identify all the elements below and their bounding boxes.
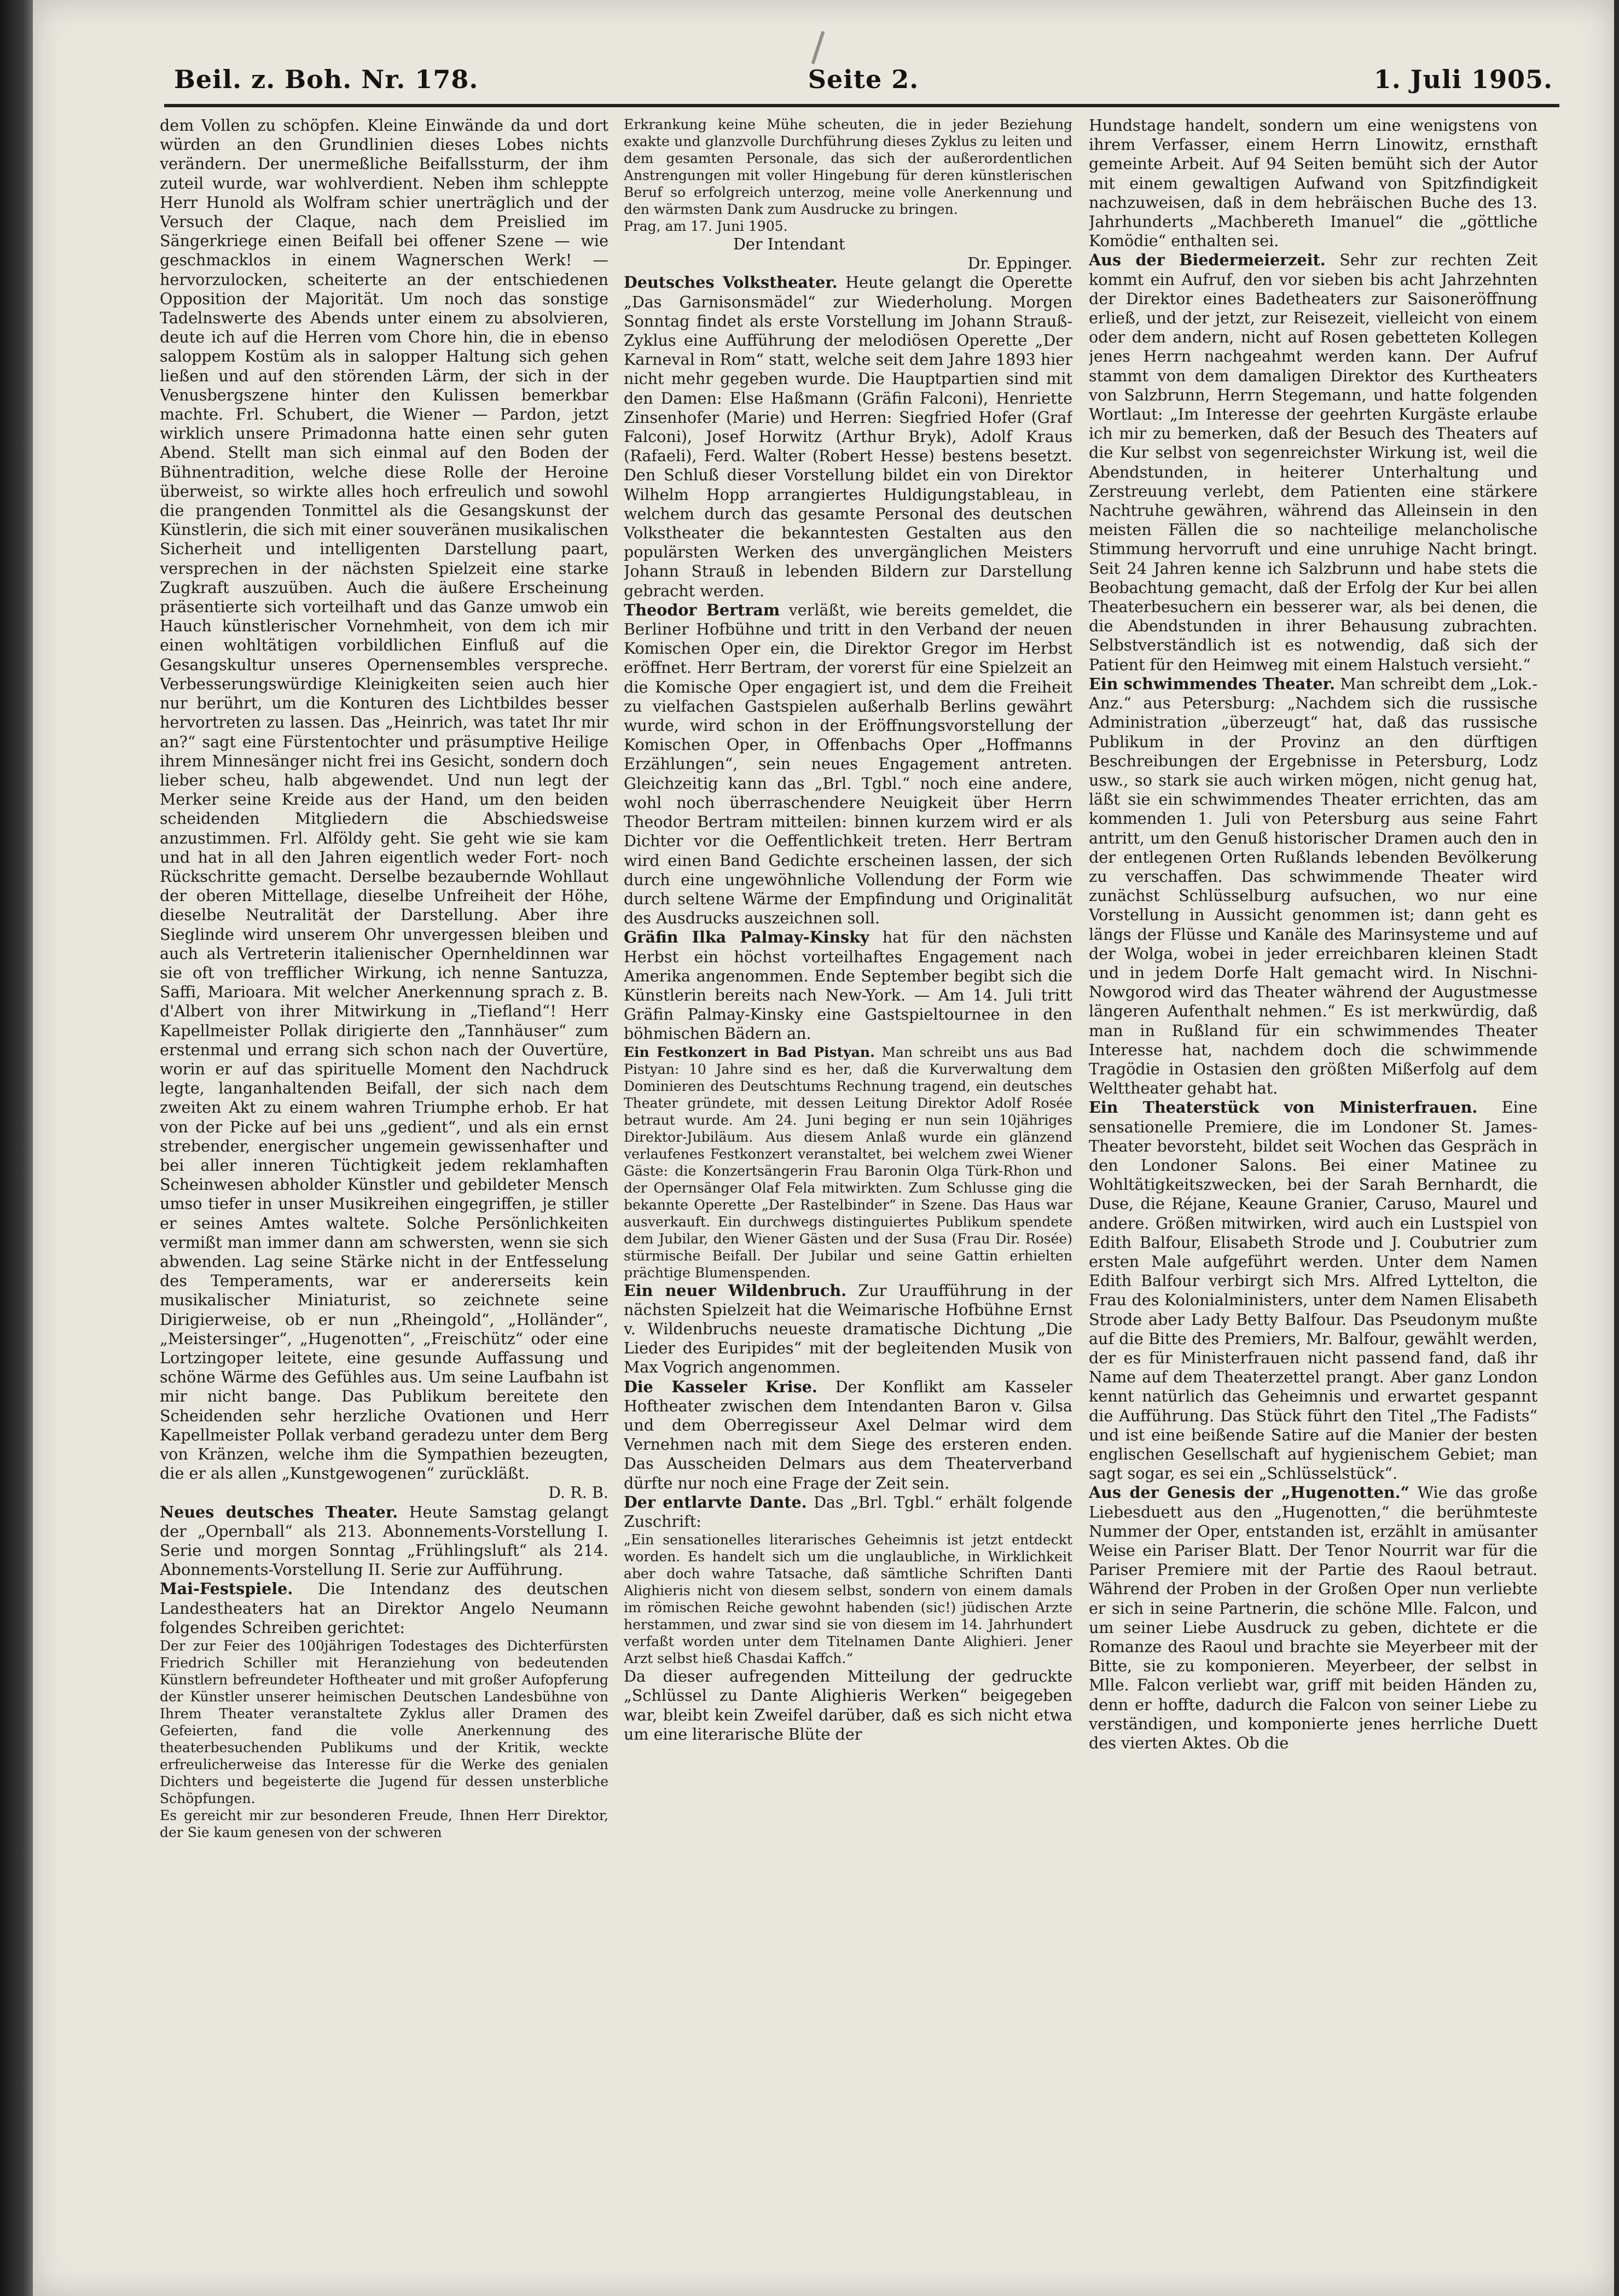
letter-text: Der zur Feier des 100jährigen Todestages des Dichterfürsten Friedrich Schiller mit Heranziehung von bedeutenden Künstlern befreundeter Hoftheater und mit großer Aufopferung der Künstler unserer heimischen Deutschen Landesbühne von Ihrem Theater veranstaltete Zyklus aller Dramen des Gefeierten, fand die volle Anerkennung des theaterbesuchenden Publikums und der Kritik, weckte erfreulicherweise das Interesse für die Werke des genialen Dichters und begeisterte die Jugend für dessen unsterbliche Schöpfungen.: [160, 1638, 608, 1807]
column-2: [624, 116, 1072, 2184]
dante-quote: „Ein sensationelles literarisches Geheimnis ist jetzt entdeckt worden. Es handelt sich um die unglaubliche, in Wirklichkeit aber doch wahre Tatsache, daß sämtliche Schriften Danti Alighieris nicht von diesem selbst, sondern von einem damals im römischen Reiche gewohnt habenden (sic!) jüdischen Arzte herstammen, und zwar sind sie von diesem im 14. Jahrhundert verfaßt worden unter dem Titelnamen Dante Alighieri. Jener Arzt selbst hieß Chasdai Kaffch.“: [624, 1532, 1072, 1667]
headline: Der entlarvte Dante.: [624, 1492, 807, 1512]
column-3: [1089, 116, 1537, 2184]
headline: Ein Festkonzert in Bad Pistyan.: [624, 1044, 875, 1060]
letter-text-cont: Es gereicht mir zur besonderen Freude, Ihnen Herr Direktor, der Sie kaum genesen von der schweren: [160, 1807, 608, 1841]
header-rule: [164, 104, 1559, 107]
page-header: [174, 65, 1553, 108]
letter-signature-role: Der Intendant: [733, 235, 845, 253]
headline: Mai-Festspiele.: [160, 1579, 293, 1599]
article-wildenbruch: [624, 1281, 1072, 1377]
book-binding-edge: [0, 0, 33, 2296]
letter-dateline: Prag, am 17. Juni 1905.: [624, 218, 788, 234]
article-body: Eine sensationelle Premiere, die im Londoner St. James-Theater bevorsteht, bildet seit Wochen das Gespräch in den Londoner Salons. Bei einer Matinee zu Wohltätigkeitszwecken, bei der Sarah Bernhardt, die Duse, die Réjane, Keaune Granier, Caruso, Maurel und andere. Größen mitwirken, wird auch ein Lustspiel von Edith Balfour, Elisabeth Strode und J. Coubutrier zum ersten Male aufgeführt werden. Unter dem Namen Edith Balfour verbirgt sich Mrs. Alfred Lyttelton, die Frau des Kolonialministers, unter dem Namen Elisabeth Strode aber Lady Betty Balfour. Das Pseudonym mußte auf die Bitte des Premiers, Mr. Balfour, gewählt werden, der es für Ministerfrauen nicht passend fand, daß ihr Name auf dem Theaterzettel prangt. Aber ganz London kennt natürlich das Geheimnis und erwartet gespannt die Aufführung. Das Stück führt den Titel „The Fadists“ und ist eine beißende Satire auf die Manier der besten englischen Gesellschaft auf hygienischem Gebiet; man sagt sogar, es sei ein „Schlüsselstück“.: [1089, 1098, 1537, 1483]
article-body: Zur Uraufführung in der nächsten Spielzeit hat die Weimarische Hofbühne Ernst v. Wildenbruchs neueste dramatische Dichtung „Die Lieder des Euripides“ mit der begleitenden Musik von Max Vogrich angenommen.: [624, 1281, 1072, 1377]
article-body: Die Intendanz des deutschen Landestheaters hat an Direktor Angelo Neumann folgendes Schreiben gerichtet:: [160, 1579, 608, 1637]
article-body: Heute Samstag gelangt der „Opernball“ als 213. Abonnements-Vorstellung I. Serie und morgen Sonntag „Frühlingsluft“ als 214. Abonnements-Vorstellung II. Serie zur Aufführung.: [160, 1502, 608, 1579]
article-volkstheater: [624, 273, 1072, 600]
headline: Aus der Biedermeierzeit.: [1089, 251, 1326, 270]
headline: Theodor Bertram: [624, 600, 780, 619]
headline: Die Kasseler Krise.: [624, 1377, 817, 1396]
headline: Ein schwimmendes Theater.: [1089, 674, 1335, 693]
header-issue: Beil. z. Boh. Nr. 178.: [174, 65, 479, 94]
review-signature: D. R. B.: [548, 1483, 608, 1502]
headline: Aus der Genesis der „Hugenotten.“: [1089, 1483, 1410, 1502]
pencil-mark: [811, 31, 825, 65]
headline: Ein neuer Wildenbruch.: [624, 1281, 847, 1300]
article-body: Man schreibt dem „Lok.-Anz.“ aus Petersburg: „Nachdem sich die russische Administration „überzeugt“ hat, daß das russische Publikum in der Provinz an den dürftigen Beschreibungen der Ergebnisse in Petersburg, Lodz usw., so stark sie auch wirken mögen, nicht genug hat, läßt sie ein schwimmendes Theater errichten, das am kommenden 1. Juli von Petersburg aus seine Fahrt antritt, um den Genuß historischer Dramen auch den in der entlegenen Orten Rußlands lebenden Bevölkerung zu verschaffen. Das schwimmende Theater wird zunächst Schlüsselburg aufsuchen, wo nur eine Vorstellung in Aussicht genommen ist; dann geht es längs der Flüsse und Kanäle des Marinsysteme und auf der Wolga, wobei in jeder erreichbaren kleinen Stadt und in jedem Dorfe Halt gemacht wird. In Nischni-Nowgorod wird das Theater während der Augustmesse längeren Aufenthalt nehmen.“ Es ist merkwürdig, daß man in Rußland für ein schwimmendes Theater Interesse hat, nachdem doch die schwimmende Tragödie in Ostasien den größten Mißerfolg auf dem Welttheater gehabt hat.: [1089, 674, 1537, 1098]
headline: Neues deutsches Theater.: [160, 1502, 398, 1521]
article-body: Das „Brl. Tgbl.“ erhält folgende Zuschrift:: [624, 1492, 1072, 1531]
header-date: 1. Juli 1905.: [1373, 65, 1553, 94]
article-body: verläßt, wie bereits gemeldet, die Berliner Hofbühne und tritt in den Verband der neuen Komischen Oper ein, die Direktor Gregor im Herbst eröffnet. Herr Bertram, der vorerst für eine Spielzeit an die Komische Oper engagiert ist, und dem die Freiheit zu vielfachen Gastspielen außerhalb Berlins gewährt wurde, wird schon in der Eröffnungsvorstellung der Komischen Oper, in Offenbachs Oper „Hoffmanns Erzählungen“, sein neues Engagement antreten. Gleichzeitig kann das „Brl. Tgbl.“ noch eine andere, wohl noch überraschendere Neuigkeit über Herrn Theodor Bertram mitteilen: binnen kurzem wird er als Dichter vor die Oeffentlichkeit treten. Herr Bertram wird einen Band Gedichte erscheinen lassen, der sich durch eine ungewöhnliche Vollendung der Form wie durch seltene Wärme der Empfindung und Originalität des Ausdrucks auszeichnen soll.: [624, 600, 1072, 928]
article-body: Der Konflikt am Kasseler Hoftheater zwischen dem Intendanten Baron v. Gilsa und dem Oberregisseur Axel Delmar wird dem Vernehmen nach mit dem Siege des ersteren enden. Das Ausscheiden Delmars aus dem Theaterverband dürfte nur noch eine Frage der Zeit sein.: [624, 1377, 1072, 1492]
headline: Deutsches Volkstheater.: [624, 273, 838, 292]
column-1: [160, 116, 608, 2184]
dante-text: Da dieser aufregenden Mitteilung der gedruckte „Schlüssel zu Dante Alighieris Werken“ beigegeben war, bleibt kein Zweifel darüber, daß es sich nicht etwa um eine literarische Blüte der: [624, 1667, 1072, 1743]
article-ministerfrauen: [1089, 1098, 1537, 1483]
header-page-number: Seite 2.: [808, 65, 919, 94]
headline: Ein Theaterstück von Ministerfrauen.: [1089, 1098, 1478, 1117]
article-kassel: [624, 1377, 1072, 1493]
article-biedermeier: [1089, 251, 1537, 674]
article-dante: [624, 1493, 1072, 1531]
article-neues-theater: [160, 1503, 608, 1580]
article-palmay: [624, 928, 1072, 1043]
letter-text-end: Erkrankung keine Mühe scheuten, die in jeder Beziehung exakte und glanzvolle Durchführung dieses Zyklus zu leiten und dem gesamten Personale, das sich der außerordentlichen Anstrengungen mit voller Hingebung für deren künstlerischen Beruf so erfolgreich unterzog, meine volle Anerkennung und den wärmsten Dank zum Ausdrucke zu bringen.: [624, 117, 1072, 217]
letter-signature-name: Dr. Eppinger.: [967, 254, 1072, 273]
article-pistyan: [624, 1044, 1072, 1281]
article-body: Wie das große Liebesduett aus den „Hugenotten,“ die berühmteste Nummer der Oper, entstanden ist, erzählt in amüsanter Weise ein Pariser Blatt. Der Tenor Nourrit war für die Pariser Premiere mit der Partie des Raoul betraut. Während der Proben in der Großen Oper nun verliebte er sich in seine Partnerin, die schöne Mlle. Falcon, und um seiner Liebe Ausdruck zu geben, dichtete er die Romanze des Raoul und brachte sie Meyerbeer mit der Bitte, sie zu komponieren. Meyerbeer, der selbst in Mlle. Falcon verliebt war, griff mit beiden Händen zu, denn er hoffte, dadurch die Falcon von seiner Liebe zu verständigen, und komponierte jenes herrliche Duett des vierten Aktes. Ob die: [1089, 1483, 1537, 1753]
article-body: Sehr zur rechten Zeit kommt ein Aufruf, den vor sieben bis acht Jahrzehnten der Direktor eines Badetheaters zur Saisoneröffnung erließ, und der jetzt, zur Reisezeit, vielleicht von einem oder dem andern, nicht auf Rosen gebetteten Kollegen jenes Herrn nachgeahmt werden kann. Der Aufruf stammt von dem damaligen Direktor des Kurtheaters von Salzbrunn, Herrn Stegemann, und hatte folgenden Wortlaut: „Im Interesse der geehrten Kurgäste erlaube ich mir zu bemerken, daß der Besuch des Theaters auf die Kur selbst von segenreichster Wirkung ist, weil die Abendstunden, in heiterer Unterhaltung und Zerstreuung verlebt, dem Patienten eine stärkere Nachtruhe gewähren, während das Alleinsein in den meisten Fällen die so nachteilige melancholische Stimmung hervorruft und eine unruhige Nacht bringt. Seit 24 Jahren kenne ich Salzbrunn und habe stets die Beobachtung gemacht, daß der Erfolg der Kur bei allen Theaterbesuchern ein besserer war, als bei denen, die die Abendstunden in ihrer Behausung zubrachten. Selbstverständlich ist es notwendig, daß sich der Patient für den Heimweg mit einem Halstuch versieht.“: [1089, 251, 1537, 674]
article-mai-festspiele: [160, 1579, 608, 1637]
article-body: Heute gelangt die Operette „Das Garnisonsmädel“ zur Wiederholung. Morgen Sonntag findet als erste Vorstellung im Johann Strauß-Zyklus eine Aufführung der melodiösen Operette „Der Karneval in Rom“ statt, welche seit dem Jahre 1893 hier nicht mehr gegeben wurde. Die Hauptpartien sind mit den Damen: Else Haßmann (Gräfin Falconi), Henriette Zinsenhofer (Marie) und Herren: Siegfried Hofer (Graf Falconi), Josef Horwitz (Arthur Bryk), Adolf Kraus (Rafaeli), Ferd. Walter (Robert Hesse) bestens besetzt. Den Schluß dieser Vorstellung bildet ein von Direktor Wilhelm Hopp arrangiertes Huldigungstableau, in welchem durch das gesamte Personal des deutschen Volkstheater die bekanntesten Gestalten aus den populärsten Werken des unvergänglichen Meisters Johann Strauß in lebenden Bildern zur Darstellung gebracht werden.: [624, 273, 1072, 600]
dante-text-end: Hundstage handelt, sondern um eine wenigstens von ihrem Verfasser, einem Herrn Linowitz, ernsthaft gemeinte Arbeit. Auf 94 Seiten bemüht sich der Autor mit einem gewaltigen Aufwand von Spitzfindigkeit nachzuweisen, daß in dem hebräischen Buche des 13. Jahrhunderts „Machbereth Imanuel“ die „göttliche Komödie“ enthalten sei.: [1089, 116, 1537, 251]
article-body: Man schreibt uns aus Bad Pistyan: 10 Jahre sind es her, daß die Kurverwaltung dem Dominieren des Deutschtums Rechnung tragend, ein deutsches Theater gründete, mit dessen Leitung Direktor Adolf Rosée betraut wurde. Am 24. Juni beging er nun sein 10jähriges Direktor-Jubiläum. Aus diesem Anlaß wurde ein glänzend verlaufenes Festkonzert veranstaltet, bei welchem zwei Wiener Gäste: die Konzertsängerin Frau Baronin Olga Türk-Rhon und der Opernsänger Olaf Fela mitwirkten. Zum Schlusse ging die bekannte Operette „Der Rastelbinder“ in Szene. Das Haus war ausverkauft. Ein durchwegs distinguiertes Publikum spendete dem Jubilar, den Wiener Gästen und der Susa (Frau Dir. Rosée) stürmische Beifall. Der Jubilar und seine Gattin erhielten prächtige Blumenspenden.: [624, 1044, 1072, 1281]
article-bertram: [624, 601, 1072, 928]
article-hugenotten: [1089, 1483, 1537, 1753]
headline: Gräfin Ilka Palmay-Kinsky: [624, 928, 869, 947]
article-review-text: dem Vollen zu schöpfen. Kleine Einwände da und dort würden an den Grundlinien dieses Lobes nichts verändern. Der unermeßliche Beifallssturm, der ihm zuteil wurde, war wohlverdient. Neben ihm schleppte Herr Hunold als Wolfram schier unerträglich und der Versuch der Claque, nach dem Preislied im Sängerkriege einen Beifall bei offener Szene — wie geschmacklos in einem Wagnerschen Werk! — hervorzulocken, scheiterte an der entschiedenen Opposition der Majorität. Um noch das sonstige Tadelnswerte des Abends unter einem zu absolvieren, deute ich auf die Herren vom Chore hin, die in ebenso saloppem Kostüm als in salopper Haltung sich gehen ließen und auf den störenden Lärm, der sich in der Venusbergszene hinter den Kulissen bemerkbar machte. Frl. Schubert, die Wiener — Pardon, jetzt wirklich unsere Primadonna hatte einen sehr guten Abend. Stellt man sich einmal auf den Boden der Bühnentradition, welche diese Rolle der Heroine überweist, so wirkte alles hoch erfreulich und sowohl die prangenden Tonmittel als die Gesangskunst der Künstlerin, die sich mit einer souveränen musikalischen Sicherheit und intelligenten Darstellung paart, versprechen in der nächsten Spielzeit eine starke Zugkraft auszuüben. Auch die äußere Erscheinung präsentierte sich vorteilhaft und das Ganze umwob ein Hauch künstlerischer Vornehmheit, von dem ich mir einen wohltätigen vorbildlichen Einfluß auf die Gesangskultur unseres Opernensembles verspreche. Verbesserungswürdige Kleinigkeiten seien auch hier nur berührt, um die Konturen des Lichtbildes besser hervortreten zu lassen. Das „Heinrich, was tatet Ihr mir an?“ sagt eine Fürstentochter und präsumptive Heilige ihrem Minnesänger nicht frei ins Gesicht, sondern doch lieber scheu, halb abgewendet. Und nun legt der Merker seine Kreide aus der Hand, um den beiden scheidenden Mitgliedern die Abschiedsweise anzustimmen. Frl. Alföldy geht. Sie geht wie sie kam und hat in all den Jahren eigentlich weder Fort- noch Rückschritte gemacht. Derselbe bezaubernde Wohllaut der oberen Mittellage, dieselbe Unfreiheit der Höhe, dieselbe Neutralität der Darstellung. Aber ihre Sieglinde wird unserem Ohr unvergessen bleiben und auch als Vertreterin italienischer Opernheldinnen war sie oft von trefflicher Wirkung, ich nenne Santuzza, Saffi, Marioara. Mit welcher Anerkennung sprach z. B. d'Albert von ihrer Mitwirkung in „Tiefland“! Herr Kapellmeister Pollak dirigierte den „Tannhäuser“ zum erstenmal und errang sich schon nach der Ouvertüre, worin er auf das spirituelle Moment den Nachdruck legte, langanhaltenden Beifall, der sich nach dem zweiten Akt zu einem wahren Triumphe erhob. Er hat von der Picke auf bei uns „gedient“, und als ein ernst strebender, energischer ungemein gewissenhafter und bei aller inneren Tüchtigkeit jedem reklamhaften Scheinwesen abholder Künstler und gebildeter Mensch umso tiefer in unser Musikreihen eingegriffen, je stiller er seines Amtes waltete. Solche Persönlichkeiten vermißt man immer dann am schwersten, wenn sie sich abwenden. Lag seine Stärke nicht in der Entfesselung des Temperaments, war er andererseits kein musikalischer Miniaturist, so zeichnete seine Dirigierweise, ob er nun „Rheingold“, „Holländer“, „Meistersinger“, „Hugenotten“, „Freischütz“ oder eine Lortzingoper leitete, eine gesunde Auffassung und schöne Wärme des Gefühles aus. Um seine Laufbahn ist mir nicht bange. Das Publikum bereitete den Scheidenden sehr herzliche Ovationen und Herr Kapellmeister Pollak verband geradezu unter dem Berg von Kränzen, welche ihm die Sympathien bezeugten, die er als allen „Kunstgewogenen“ zurückläßt.: [160, 116, 608, 1483]
article-schwimmendes-theater: [1089, 675, 1537, 1098]
article-body: hat für den nächsten Herbst ein höchst vorteilhaftes Engagement nach Amerika angenommen. Ende September begibt sich die Künstlerin bereits nach New-York. — Am 14. Juli tritt Gräfin Palmay-Kinsky eine Gastspieltournee in den böhmischen Bädern an.: [624, 928, 1072, 1043]
